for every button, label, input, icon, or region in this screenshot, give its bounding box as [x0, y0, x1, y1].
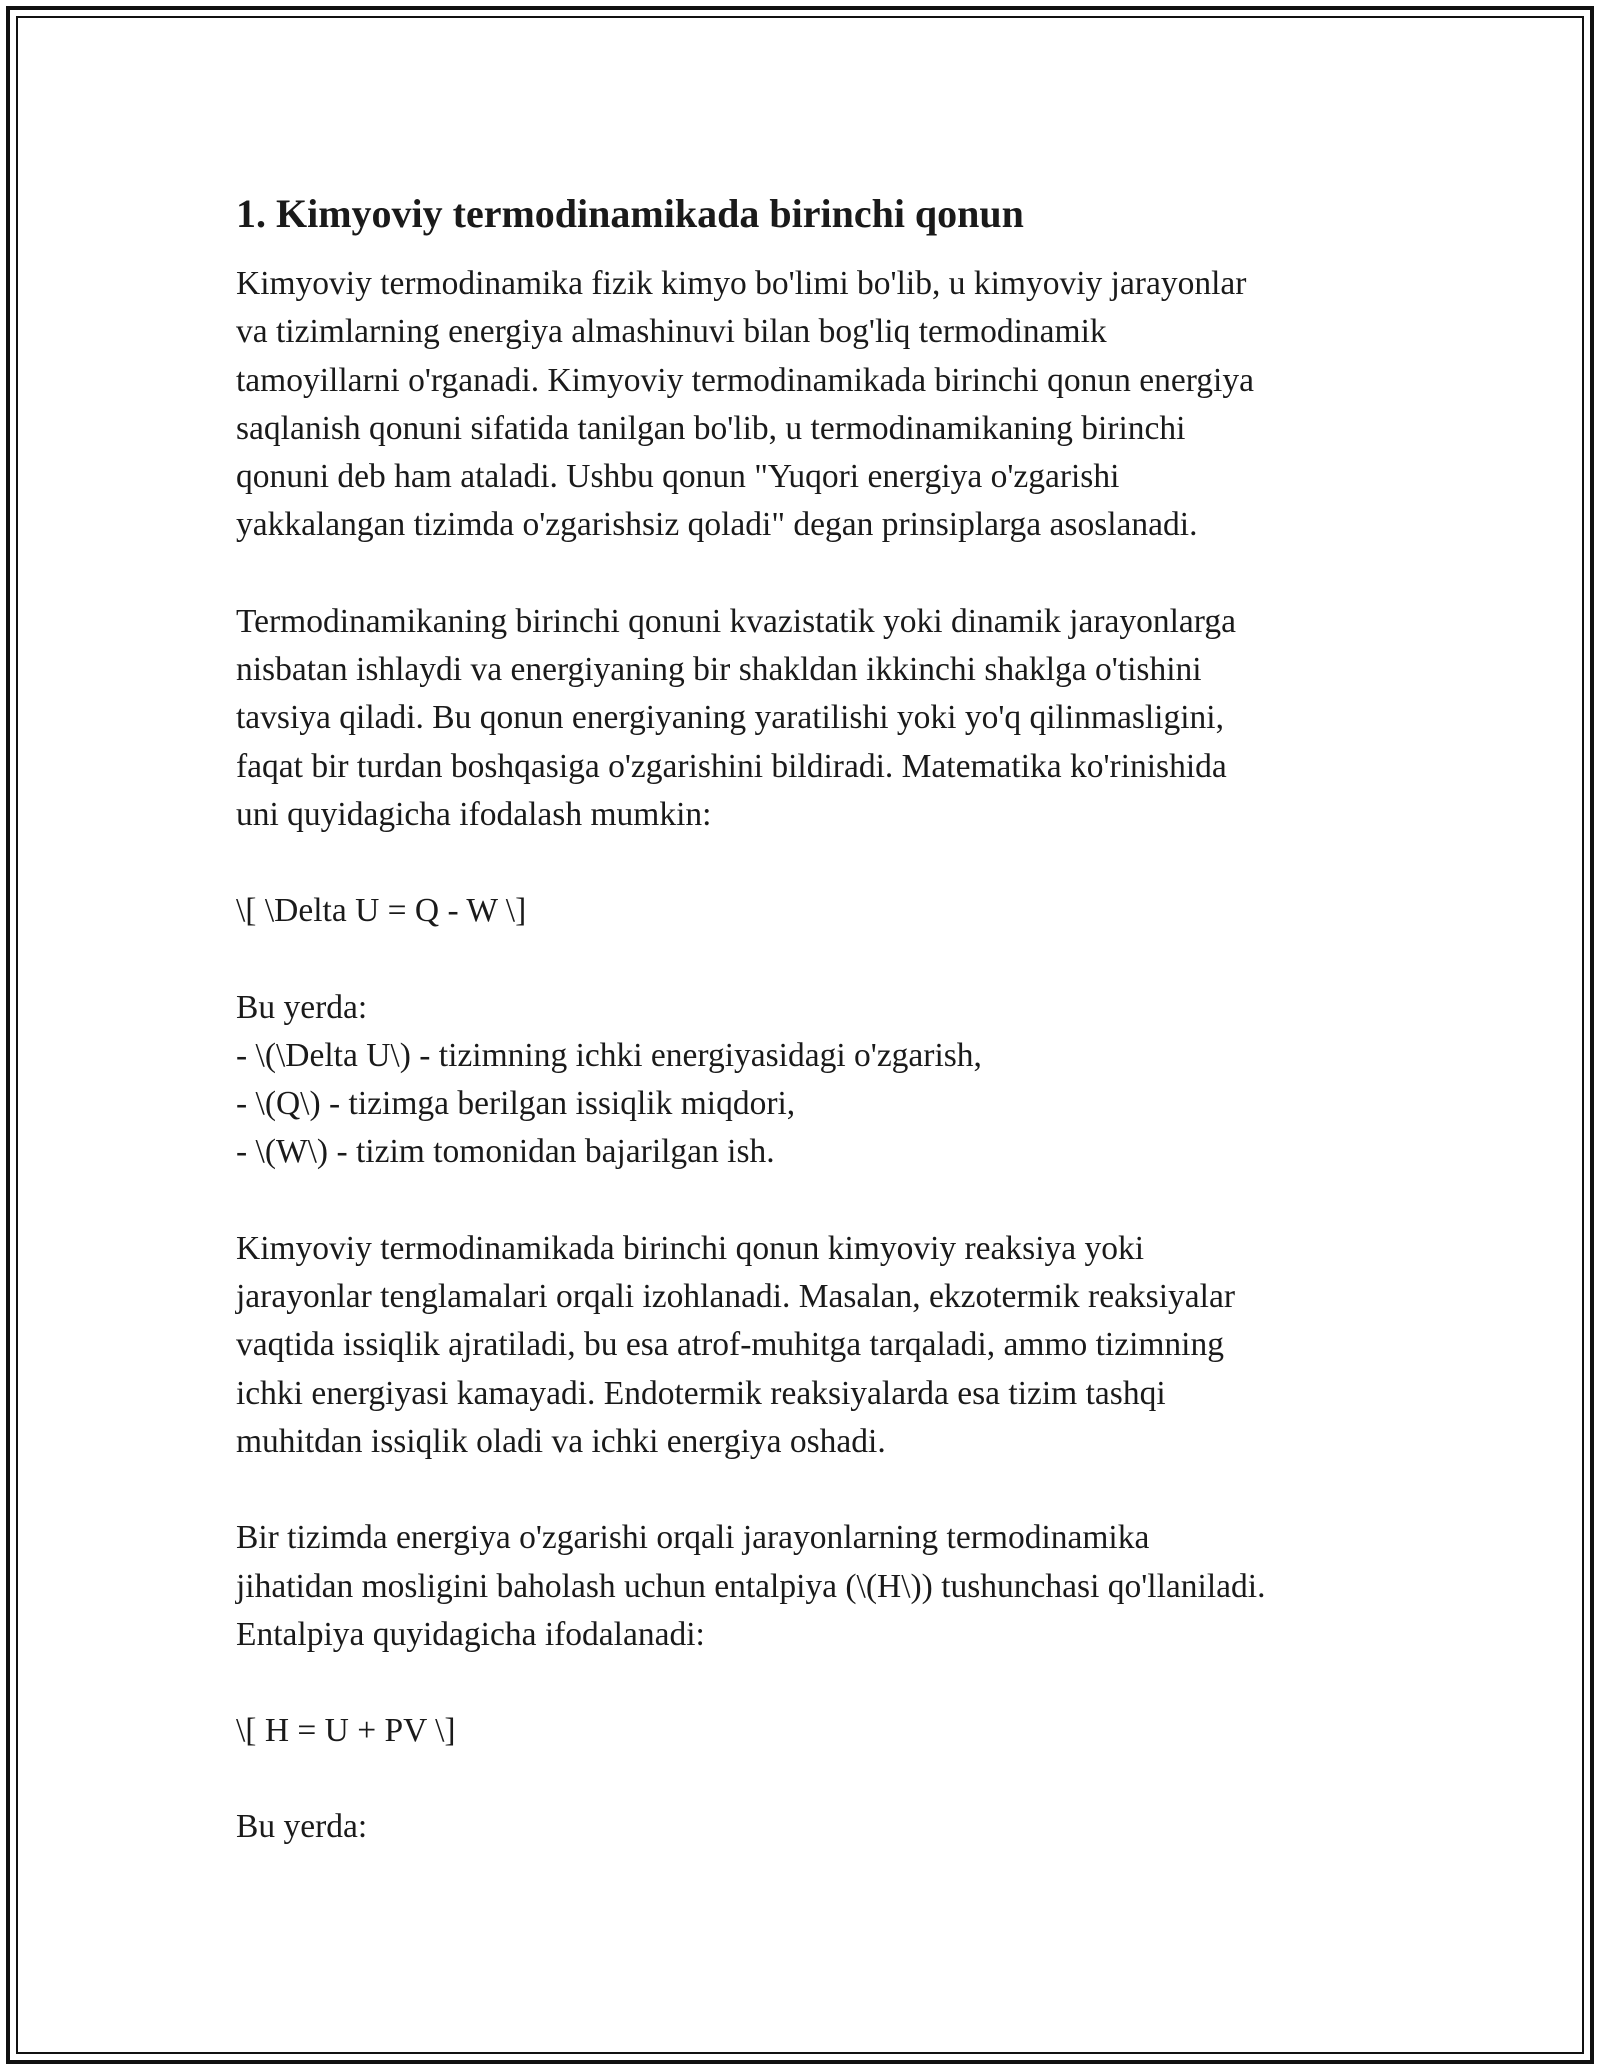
text-line: tamoyillarni o'rganadi. Kimyoviy termodinamikada birinchi qonun energiya: [236, 361, 1254, 399]
text-line: Kimyoviy termodinamikada birinchi qonun kimyoviy reaksiya yoki: [236, 1229, 1145, 1267]
text-line: - \(W\) - tizim tomonidan bajarilgan ish.: [236, 1133, 775, 1171]
text-line: \[ \Delta U = Q - W \]: [236, 892, 527, 930]
text-line: muhitdan issiqlik oladi va ichki energiya oshadi.: [236, 1422, 886, 1460]
paragraph: [236, 1225, 1376, 1466]
text-line: - \(Q\) - tizimga berilgan issiqlik miqdori,: [236, 1085, 796, 1123]
text-line: jarayonlar tenglamalari orqali izohlanadi. Masalan, ekzotermik reaksiyalar: [236, 1278, 1235, 1316]
text-line: nisbatan ishlaydi va energiyaning bir shakldan ikkinchi shaklga o'tishini: [236, 651, 1202, 689]
paragraph: [236, 598, 1376, 839]
text-line: vaqtida issiqlik ajratiladi, bu esa atrof-muhitga tarqaladi, ammo tizimning: [236, 1326, 1224, 1364]
text-line: faqat bir turdan boshqasiga o'zgarishini bildiradi. Matematika ko'rinishida: [236, 747, 1227, 785]
text-line: saqlanish qonuni sifatida tanilgan bo'lib, u termodinamikaning birinchi: [236, 409, 1186, 447]
text-line: tavsiya qiladi. Bu qonun energiyaning yaratilishi yoki yo'q qilinmasligini,: [236, 699, 1224, 737]
text-line: Termodinamikaning birinchi qonuni kvazistatik yoki dinamik jarayonlarga: [236, 602, 1236, 640]
text-line: Bir tizimda energiya o'zgarishi orqali jarayonlarning termodinamika: [236, 1519, 1150, 1557]
text-line: Bu yerda:: [236, 988, 368, 1026]
text-line: Kimyoviy termodinamika fizik kimyo bo'limi bo'lib, u kimyoviy jarayonlar: [236, 265, 1247, 302]
section-heading: 1. Kimyoviy termodinamikada birinchi qonun: [236, 191, 1024, 236]
text-line: Bu yerda:: [236, 1808, 368, 1846]
paragraph: [236, 260, 1376, 550]
paragraph: [236, 887, 1376, 935]
paragraph: [236, 1514, 1376, 1659]
text-line: Entalpiya quyidagicha ifodalanadi:: [236, 1615, 705, 1653]
paragraph: [236, 1803, 1376, 1851]
paragraph: [236, 1707, 1376, 1755]
text-line: yakkalangan tizimda o'zgarishsiz qoladi" degan prinsiplarga asoslanadi.: [236, 506, 1198, 544]
text-line: \[ H = U + PV \]: [236, 1712, 456, 1750]
text-line: va tizimlarning energiya almashinuvi bilan bog'liq termodinamik: [236, 313, 1107, 351]
document-paragraphs: [236, 260, 1376, 1852]
text-line: - \(\Delta U\) - tizimning ichki energiyasidagi o'zgarish,: [236, 1036, 982, 1074]
text-line: ichki energiyasi kamayadi. Endotermik reaksiyalarda esa tizim tashqi: [236, 1374, 1166, 1412]
document-body: [236, 188, 1376, 1900]
text-line: qonuni deb ham ataladi. Ushbu qonun "Yuqori energiya o'zgarishi: [236, 458, 1120, 496]
text-line: uni quyidagicha ifodalash mumkin:: [236, 795, 712, 833]
paragraph: [236, 984, 1376, 1177]
text-line: jihatidan mosligini baholash uchun entalpiya (\(H\)) tushunchasi qo'llaniladi.: [236, 1567, 1266, 1605]
